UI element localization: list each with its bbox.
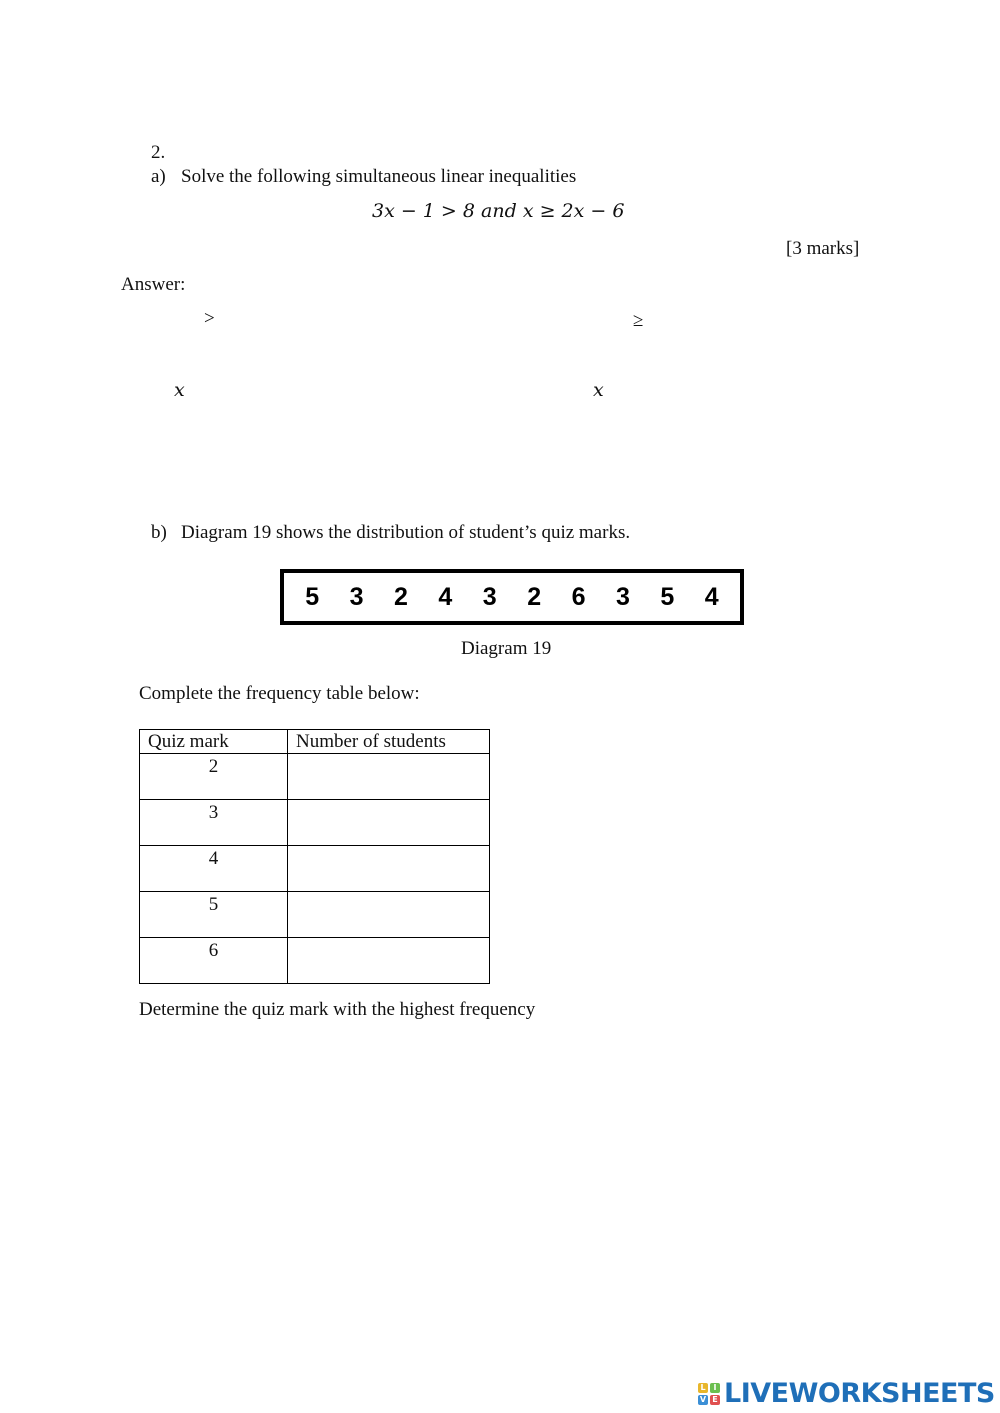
quiz-mark-cell: 2	[140, 754, 288, 800]
diagram-value: 5	[305, 582, 320, 611]
part-b-label: b)	[151, 522, 167, 543]
diagram-value: 4	[704, 582, 719, 611]
header-quiz-mark: Quiz mark	[140, 730, 288, 754]
table-instruction: Complete the frequency table below:	[139, 683, 420, 704]
table-row	[140, 938, 490, 984]
students-answer-cell[interactable]	[288, 938, 490, 984]
final-instruction: Determine the quiz mark with the highest frequency	[139, 999, 536, 1020]
students-answer-cell[interactable]	[288, 892, 490, 938]
quiz-mark-cell: 6	[140, 938, 288, 984]
question-number: 2.	[151, 142, 166, 163]
logo-mark-icon	[698, 1383, 720, 1405]
part-a-text: Solve the following simultaneous linear inequalities	[181, 166, 577, 187]
logo-letter: E	[710, 1395, 720, 1405]
logo-letter: V	[699, 1394, 707, 1404]
table-row	[140, 846, 490, 892]
frequency-table	[139, 729, 490, 984]
inequality-1: 3x − 1 > 8	[372, 200, 475, 222]
diagram-value: 6	[571, 582, 586, 611]
diagram-value: 4	[438, 582, 453, 611]
header-number-of-students: Number of students	[288, 730, 490, 754]
quiz-mark-cell: 5	[140, 892, 288, 938]
answer-ge-symbol: ≥	[633, 310, 644, 331]
diagram-value: 3	[349, 582, 364, 611]
liveworksheets-logo	[698, 1378, 995, 1409]
logo-letter: L	[698, 1383, 708, 1393]
logo-text: LIVEWORKSHEETS	[724, 1378, 995, 1409]
quiz-mark-cell: 4	[140, 846, 288, 892]
diagram-value: 5	[660, 582, 675, 611]
inequality-connector: and	[481, 200, 517, 222]
diagram-caption: Diagram 19	[461, 638, 552, 659]
students-answer-cell[interactable]	[288, 754, 490, 800]
diagram-value: 2	[527, 582, 542, 611]
marks-label: [3 marks]	[786, 238, 860, 259]
table-row	[140, 754, 490, 800]
quiz-mark-cell: 3	[140, 800, 288, 846]
diagram-19-box	[280, 569, 744, 625]
answer-label: Answer:	[121, 274, 186, 295]
students-answer-cell[interactable]	[288, 800, 490, 846]
part-b-text: Diagram 19 shows the distribution of student’s quiz marks.	[181, 522, 631, 543]
table-row	[140, 800, 490, 846]
answer-x-1: x	[174, 379, 185, 401]
inequality-equation	[372, 200, 624, 222]
diagram-value: 3	[482, 582, 497, 611]
table-header-row	[140, 730, 490, 754]
diagram-value: 2	[394, 582, 408, 611]
answer-gt-symbol: >	[204, 308, 215, 329]
diagram-value: 3	[615, 582, 630, 611]
table-row	[140, 892, 490, 938]
logo-letter: I	[710, 1383, 720, 1393]
answer-x-2: x	[593, 379, 604, 401]
inequality-2: x ≥ 2x − 6	[522, 200, 625, 222]
part-a-label: a)	[151, 166, 166, 187]
students-answer-cell[interactable]	[288, 846, 490, 892]
